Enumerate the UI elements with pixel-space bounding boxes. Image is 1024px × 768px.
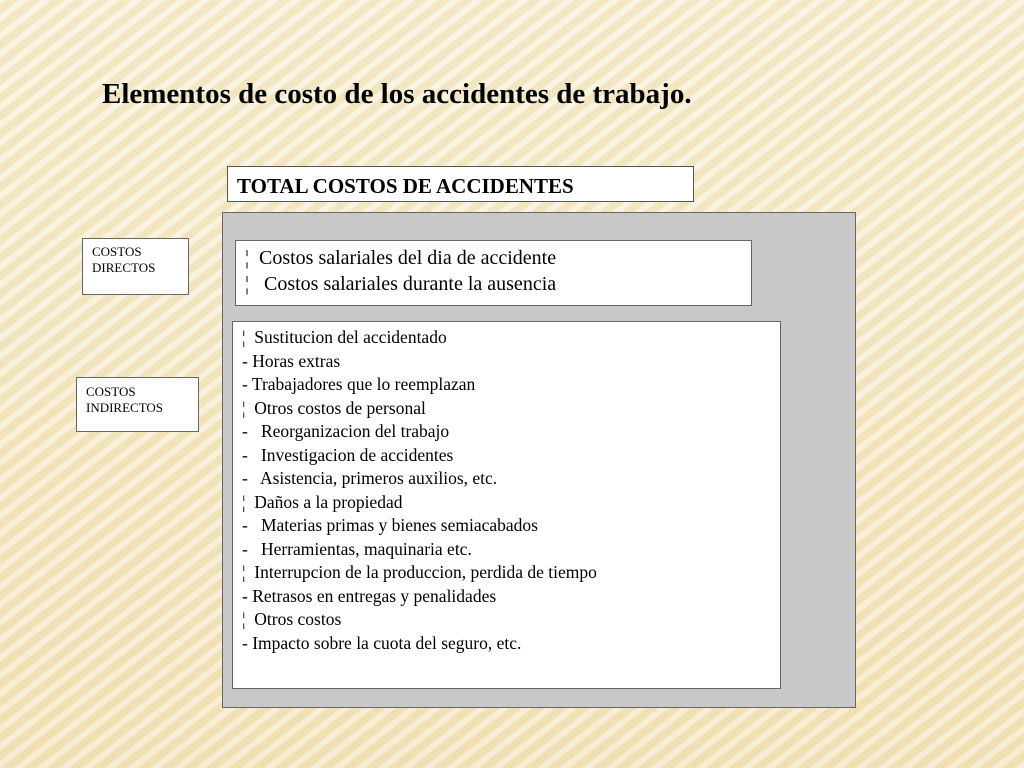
indirect-cost-item: - Horas extras (242, 350, 341, 371)
indirect-cost-item: ¦ Otros costos (242, 609, 342, 629)
indirect-cost-item: - Materias primas y bienes semiacabados (242, 515, 538, 535)
indirect-costs-box (232, 321, 781, 689)
indirect-cost-item: - Investigacion de accidentes (242, 444, 454, 465)
indirect-costs-label-line: COSTOS (86, 384, 136, 399)
indirect-cost-item: ¦ Interrupcion de la produccion, perdida de tiempo (242, 562, 597, 582)
direct-costs-label (82, 238, 189, 295)
slide-title: Elementos de costo de los accidentes de trabajo. (102, 78, 692, 110)
indirect-costs-label-line: INDIRECTOS (86, 400, 164, 415)
indirect-cost-item: - Reorganizacion del trabajo (242, 421, 450, 441)
total-costs-box: TOTAL COSTOS DE ACCIDENTES (227, 166, 694, 202)
indirect-cost-item: - Herramientas, maquinaria etc. (242, 538, 472, 559)
indirect-cost-item: ¦ Otros costos de personal (242, 397, 426, 418)
direct-costs-label-line: COSTOS (92, 244, 142, 259)
direct-costs-box (235, 240, 752, 306)
indirect-cost-item: - Asistencia, primeros auxilios, etc. (242, 468, 498, 488)
indirect-cost-item: - Impacto sobre la cuota del seguro, etc. (242, 632, 522, 653)
direct-cost-item: ¦ Costos salariales del dia de accidente (245, 247, 557, 269)
indirect-cost-item: ¦ Sustitucion del accidentado (242, 327, 447, 347)
indirect-cost-item: - Trabajadores que lo reemplazan (242, 374, 476, 394)
indirect-cost-item: ¦ Daños a la propiedad (242, 491, 403, 512)
direct-cost-item: ¦ Costos salariales durante la ausencia (245, 273, 557, 295)
direct-costs-label-line: DIRECTOS (92, 260, 156, 275)
indirect-costs-label (76, 377, 199, 432)
indirect-cost-item: - Retrasos en entregas y penalidades (242, 585, 497, 606)
